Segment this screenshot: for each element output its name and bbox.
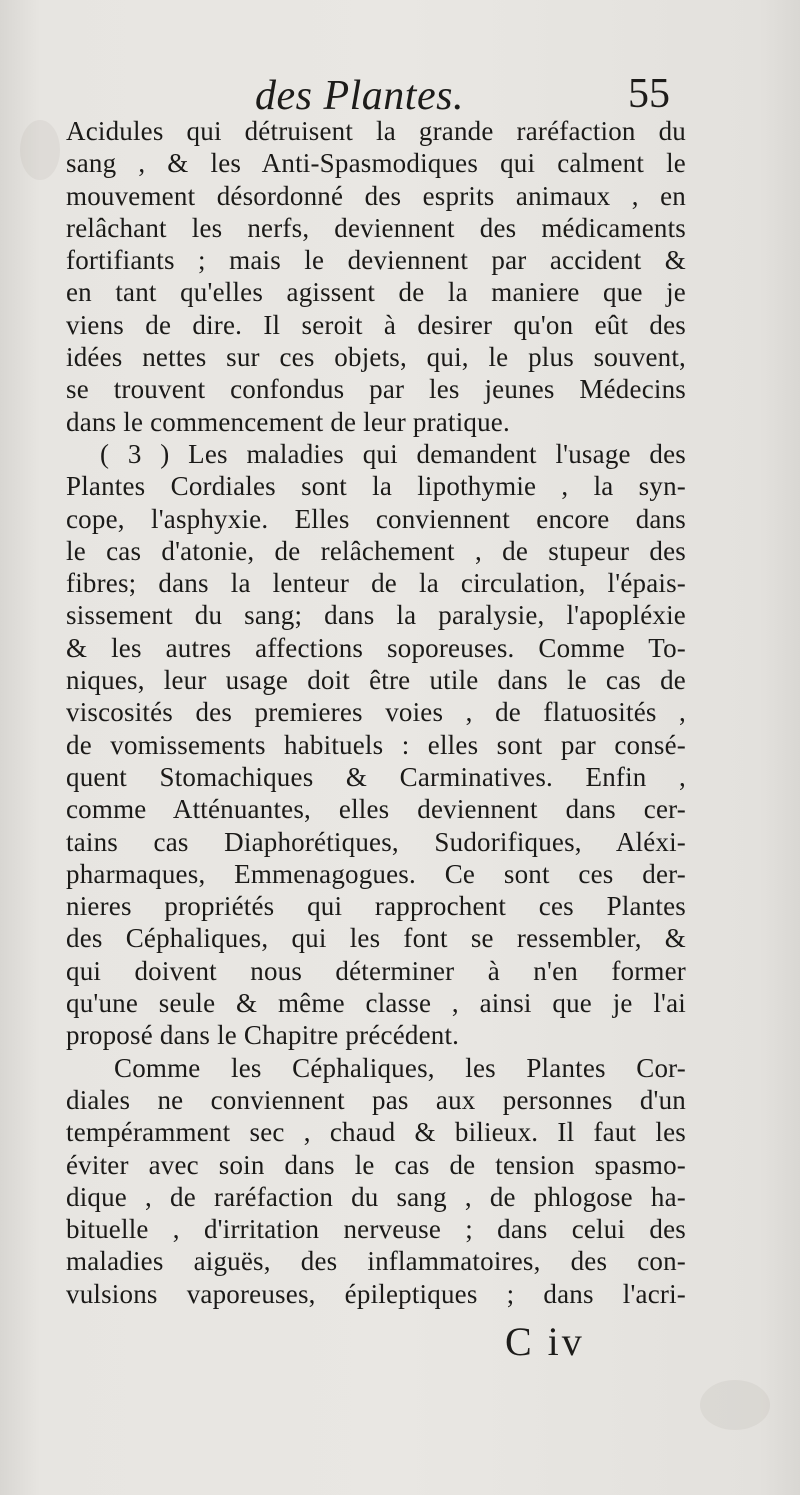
- text-line: dique , de raréfaction du sang , de phlogose ha-: [66, 1181, 686, 1212]
- text-line: Plantes Cordiales sont la lipothymie , la syn-: [66, 471, 686, 502]
- text-line: ( 3 ) Les maladies qui demandent l'usage des: [100, 438, 686, 469]
- text-line: maladies aiguës, des inflammatoires, des con-: [66, 1246, 686, 1277]
- body-text: [66, 115, 686, 1310]
- text-line: diales ne conviennent pas aux personnes d'un: [66, 1084, 686, 1115]
- text-line: éviter avec soin dans le cas de tension spasmo-: [66, 1149, 686, 1180]
- text-line: bituelle , d'irritation nerveuse ; dans celui des: [66, 1214, 686, 1245]
- paper-stain: [700, 1380, 770, 1430]
- text-line: sissement du sang; dans la paralysie, l'apopléxie: [66, 600, 686, 631]
- text-line: fibres; dans la lenteur de la circulation, l'épais-: [66, 568, 686, 599]
- page-number: 55: [628, 71, 670, 117]
- text-line: idées nettes sur ces objets, qui, le plus souvent,: [66, 342, 686, 373]
- text-line: Comme les Céphaliques, les Plantes Cor-: [114, 1052, 686, 1083]
- text-line: en tant qu'elles agissent de la maniere que je: [66, 277, 686, 308]
- text-line: nieres propriétés qui rapprochent ces Plantes: [66, 891, 686, 922]
- text-line: se trouvent confondus par les jeunes Médecins: [66, 374, 686, 405]
- text-line: tempéramment sec , chaud & bilieux. Il faut les: [66, 1117, 686, 1148]
- text-line: le cas d'atonie, de relâchement , de stupeur des: [66, 535, 686, 566]
- text-line: des Céphaliques, qui les font se ressembler, &: [66, 923, 686, 954]
- running-head: des Plantes.: [255, 73, 464, 119]
- text-line: proposé dans le Chapitre précédent.: [66, 1020, 460, 1051]
- text-line: & les autres affections soporeuses. Comme To-: [66, 632, 686, 663]
- text-line: qu'une seule & même classe , ainsi que je l'ai: [66, 988, 686, 1019]
- text-line: quent Stomachiques & Carminatives. Enfin ,: [66, 761, 686, 792]
- text-line: relâchant les nerfs, deviennent des médicaments: [66, 212, 686, 243]
- text-line: vulsions vaporeuses, épileptiques ; dans l'acri-: [66, 1278, 686, 1309]
- text-line: qui doivent nous déterminer à n'en former: [66, 955, 686, 986]
- text-line: niques, leur usage doit être utile dans le cas de: [66, 665, 686, 696]
- paper-stain: [20, 120, 60, 180]
- signature-mark: C iv: [505, 1319, 585, 1364]
- text-line: fortifiants ; mais le deviennent par accident &: [66, 245, 686, 276]
- text-line: pharmaques, Emmenagogues. Ce sont ces der-: [66, 858, 686, 889]
- text-line: tains cas Diaphorétiques, Sudorifiques, Aléxi-: [66, 826, 686, 857]
- text-line: dans le commencement de leur pratique.: [66, 406, 510, 437]
- text-line: comme Atténuantes, elles deviennent dans cer-: [66, 794, 686, 825]
- text-line: viens de dire. Il seroit à desirer qu'on eût des: [66, 309, 686, 340]
- text-line: sang , & les Anti-Spasmodiques qui calment le: [66, 148, 686, 179]
- text-line: Acidules qui détruisent la grande raréfaction du: [66, 116, 686, 146]
- text-line: viscosités des premieres voies , de flatuosités ,: [66, 697, 686, 728]
- text-line: cope, l'asphyxie. Elles conviennent encore dans: [66, 503, 686, 534]
- text-line: de vomissements habituels : elles sont par consé-: [66, 729, 686, 760]
- text-line: mouvement désordonné des esprits animaux , en: [66, 180, 686, 211]
